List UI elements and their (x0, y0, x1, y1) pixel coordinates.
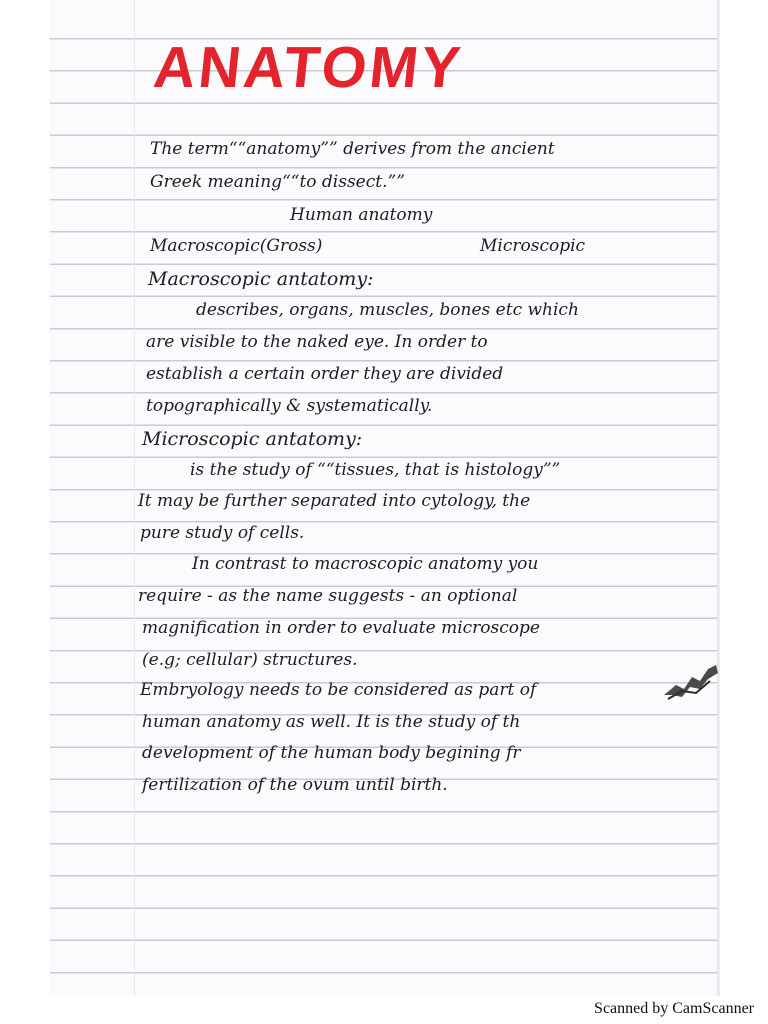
text-line: is the study of ““tissues, that is histology”” (190, 460, 561, 480)
text-line: (e.g; cellular) structures. (142, 650, 358, 670)
text-line: topographically & systematically. (146, 396, 433, 416)
pencil-scribble (662, 655, 720, 705)
text-line: It may be further separated into cytology, the (138, 491, 531, 511)
text-line: human anatomy as well. It is the study of th (142, 712, 521, 732)
scanner-watermark: Scanned by CamScanner (594, 1000, 754, 1017)
text-line: are visible to the naked eye. In order to (146, 332, 488, 352)
margin-line (134, 0, 135, 996)
text-line: require - as the name suggests - an optional (138, 586, 518, 606)
text-line: Macroscopic(Gross) (150, 236, 323, 256)
text-line: fertilization of the ovum until birth. (142, 775, 448, 795)
title-text: ANATOMY (150, 35, 467, 100)
text-line: Embryology needs to be considered as part of (140, 680, 537, 700)
text-line: In contrast to macroscopic anatomy you (192, 554, 539, 574)
text-line: Microscopic (480, 236, 586, 256)
section-heading: Macroscopic antatomy: (148, 268, 374, 290)
text-line: magnification in order to evaluate microscope (142, 618, 540, 638)
text-line: establish a certain order they are divided (146, 364, 504, 384)
page-title (150, 34, 466, 101)
section-heading: Microscopic antatomy: (142, 428, 363, 450)
text-line: pure study of cells. (140, 523, 305, 543)
text-line: development of the human body begining fr (142, 743, 521, 763)
text-line: Human anatomy (290, 205, 433, 225)
text-line: The term““anatomy”” derives from the ancient (150, 139, 555, 159)
text-line: Greek meaning““to dissect.”” (150, 172, 405, 192)
text-line: describes, organs, muscles, bones etc which (196, 300, 579, 320)
